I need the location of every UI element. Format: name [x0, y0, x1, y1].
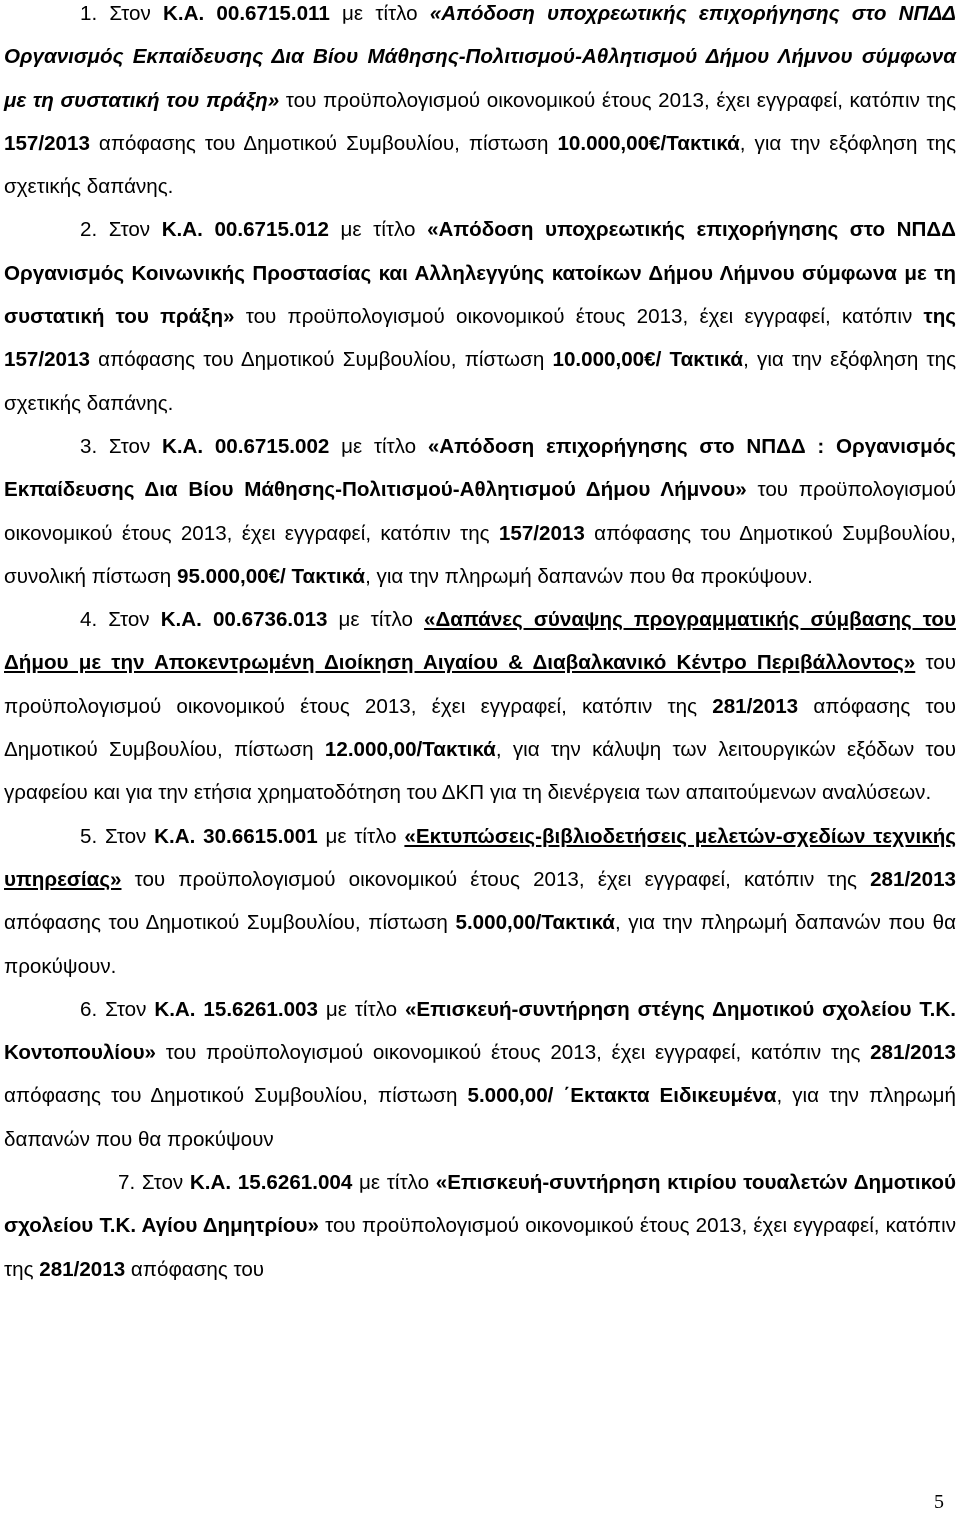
- item-intro: Στον: [108, 608, 161, 632]
- list-item-6: [4, 988, 956, 1161]
- item-tail: , για την εξόφληση της σχετικής δαπάνης.: [4, 348, 956, 415]
- item-code: Κ.Α. 15.6261.003: [154, 997, 318, 1021]
- item-code: Κ.Α. 00.6715.002: [161, 434, 330, 458]
- item-title: «Επισκευή-συντήρηση στέγης Δημοτικού σχολείου Τ.Κ. Κοντοπουλίου»: [4, 997, 956, 1065]
- list-item-1: [4, 0, 956, 208]
- item-title-prefix: με τίτλο: [328, 218, 428, 242]
- item-title-prefix: με τίτλο: [352, 1171, 436, 1195]
- item-title-prefix: με τίτλο: [329, 434, 428, 458]
- item-decision: 281/2013: [712, 694, 799, 718]
- item-title: «Εκτυπώσεις-βιβλιοδετήσεις μελετών-σχεδίων τεχνικής υπηρεσίας»: [4, 824, 956, 891]
- item-amount: 10.000,00€/Τακτικά: [557, 131, 740, 155]
- item-title-prefix: με τίτλο: [327, 608, 425, 632]
- item-mid2: απόφασης του Δημοτικού Συμβουλίου, συνολική πίστωση: [4, 521, 956, 588]
- item-intro: Στον: [109, 2, 163, 25]
- item-title: «Δαπάνες σύναψης προγραμματικής σύμβασης του Δήμου με την Αποκεντρωμένη Διοίκηση Αιγαίου & Διαβαλκανικό Κέντρο Περιβάλλοντος»: [4, 608, 956, 675]
- item-title: «Επισκευή-συντήρηση κτιρίου τουαλετών Δημοτικού σχολείου Τ.Κ. Αγίου Δημητρίου»: [4, 1171, 956, 1238]
- list-item-3: [4, 425, 956, 598]
- list-item-2: [4, 208, 956, 424]
- item-decision: 281/2013: [870, 1041, 956, 1065]
- item-intro: Στον: [141, 1171, 190, 1195]
- item-decision: 157/2013: [498, 521, 585, 545]
- item-amount: 95.000,00€/ Τακτικά: [176, 564, 366, 588]
- item-tail: , για την πληρωμή δαπανών που θα προκύψουν.: [4, 911, 956, 978]
- item-decision: 157/2013: [4, 131, 90, 155]
- item-mid2: απόφασης του Δημοτικού Συμβουλίου, πίστωση: [89, 131, 558, 155]
- item-amount: 12.000,00/Τακτικά: [324, 738, 496, 762]
- item-intro: Στον: [108, 434, 162, 458]
- item-decision: 281/2013: [39, 1257, 126, 1281]
- item-amount: 5.000,00/ ΄Εκτακτα Ειδικευμένα: [467, 1084, 777, 1108]
- item-mid2: απόφασης του: [125, 1257, 265, 1281]
- item-title: «Απόδοση υποχρεωτικής επιχορήγησης στο ΝΠΔΔ Οργανισμός Εκπαίδευσης Δια Βίου Μάθησης-Πολιτισμού-Αθλητισμού Δήμου Λήμνου σύμφωνα με τη συστατική του πράξη»: [4, 2, 956, 112]
- item-tail: , για την εξόφληση της σχετικής δαπάνης.: [4, 131, 956, 199]
- item-mid: του προϋπολογισμού οικονομικού έτους 2013, έχει εγγραφεί, κατόπιν: [234, 305, 924, 329]
- item-code: Κ.Α. 00.6736.013: [160, 608, 328, 632]
- item-title: «Απόδοση υποχρεωτικής επιχορήγησης στο ΝΠΔΔ Οργανισμός Κοινωνικής Προστασίας και Αλληλεγγύης κατοίκων Δήμου Λήμνου σύμφωνα με τη συστατική του πράξη»: [4, 218, 956, 329]
- item-tail: , για την πληρωμή δαπανών που θα προκύψουν: [4, 1084, 956, 1151]
- item-title-prefix: με τίτλο: [317, 824, 405, 848]
- page-number: 5: [934, 1491, 944, 1513]
- item-number: 2.: [80, 218, 98, 242]
- item-code: Κ.Α. 15.6261.004: [189, 1171, 353, 1195]
- item-title: «Απόδοση επιχορήγησης στο ΝΠΔΔ : Οργανισμός Εκπαίδευσης Δια Βίου Μάθησης-Πολιτισμού-Αθλητισμού Δήμου Λήμνου»: [4, 434, 956, 502]
- item-title-prefix: με τίτλο: [329, 2, 430, 25]
- item-decision: της 157/2013: [4, 305, 956, 372]
- list-item-7: [4, 1161, 956, 1291]
- item-number: 1.: [80, 2, 98, 25]
- item-mid2: απόφασης του Δημοτικού Συμβουλίου, πίστωση: [89, 348, 553, 372]
- item-code: Κ.Α. 30.6615.001: [154, 824, 318, 848]
- document-body: [4, 0, 956, 1291]
- list-item-5: [4, 815, 956, 988]
- item-amount: 5.000,00/Τακτικά: [455, 911, 615, 935]
- item-tail: , για την πληρωμή δαπανών που θα προκύψουν.: [365, 564, 813, 588]
- item-mid2: απόφασης του Δημοτικού Συμβουλίου, πίστωση: [4, 911, 456, 935]
- item-mid: του προϋπολογισμού οικονομικού έτους 2013, έχει εγγραφεί, κατόπιν της: [4, 1214, 956, 1281]
- item-mid: του προϋπολογισμού οικονομικού έτους 2013, έχει εγγραφεί, κατόπιν της: [279, 88, 956, 112]
- item-mid: του προϋπολογισμού οικονομικού έτους 2013, έχει εγγραφεί, κατόπιν της: [156, 1041, 871, 1065]
- item-intro: Στον: [105, 824, 155, 848]
- item-mid2: απόφασης του Δημοτικού Συμβουλίου, πίστωση: [4, 1084, 468, 1108]
- item-mid2: απόφασης του Δημοτικού Συμβουλίου, πίστωση: [4, 694, 956, 762]
- item-code: Κ.Α. 00.6715.012: [161, 218, 329, 242]
- item-intro: Στον: [108, 218, 162, 242]
- item-number: 6.: [80, 997, 98, 1021]
- item-tail: , για την κάλυψη των λειτουργικών εξόδων του γραφείου και για την ετήσια χρηματοδότηση του ΔΚΠ για τη διενέργεια των απαιτούμενων αναλύσεων.: [4, 738, 956, 805]
- item-number: 7.: [118, 1171, 136, 1195]
- item-code: Κ.Α. 00.6715.011: [163, 2, 330, 25]
- list-item-4: [4, 598, 956, 814]
- item-number: 3.: [80, 434, 98, 458]
- item-intro: Στον: [105, 997, 155, 1021]
- item-mid: του προϋπολογισμού οικονομικού έτους 2013, έχει εγγραφεί, κατόπιν της: [4, 478, 956, 545]
- item-mid: του προϋπολογισμού οικονομικού έτους 2013, έχει εγγραφεί, κατόπιν της: [121, 867, 871, 891]
- item-mid: του προϋπολογισμού οικονομικού έτους 2013, έχει εγγραφεί, κατόπιν της: [4, 651, 957, 718]
- item-amount: 10.000,00€/ Τακτικά: [552, 348, 744, 372]
- item-number: 4.: [80, 608, 98, 632]
- item-decision: 281/2013: [870, 867, 956, 891]
- item-number: 5.: [80, 824, 98, 848]
- item-title-prefix: με τίτλο: [317, 997, 405, 1021]
